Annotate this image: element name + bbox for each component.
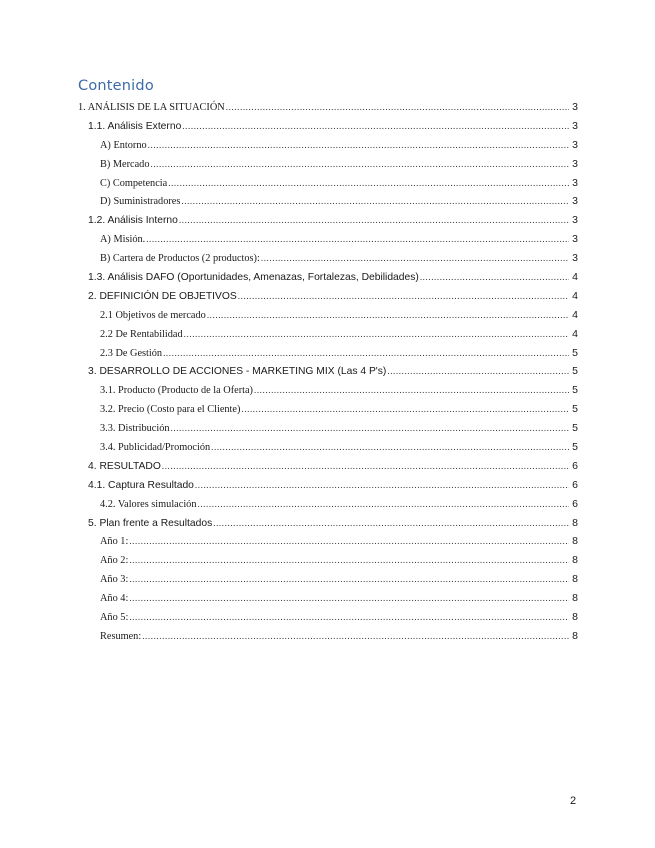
toc-entry-title: 2.1 Objetivos de mercado — [100, 309, 206, 321]
toc-entry-page-number: 3 — [572, 101, 578, 113]
toc-dot-leader — [182, 117, 569, 136]
toc-entry[interactable] — [78, 532, 578, 551]
toc-entry-page-number: 5 — [572, 346, 578, 359]
toc-entry[interactable] — [78, 362, 578, 381]
toc-entry-page-number: 5 — [572, 422, 578, 435]
toc-dot-leader — [129, 551, 569, 570]
toc-entry-title: 1.1. Análisis Externo — [88, 120, 182, 132]
toc-entry-title: 2.2 De Rentabilidad — [100, 328, 183, 340]
toc-dot-leader — [179, 211, 569, 230]
toc-entry-title: A) Misión. — [100, 234, 146, 246]
toc-entry-title: 3. DESARROLLO DE ACCIONES - MARKETING MIX (Las 4 P's) — [88, 366, 387, 378]
toc-entry-page-number: 3 — [572, 119, 578, 132]
toc-entry-page-number: 5 — [572, 384, 578, 397]
toc-entry[interactable] — [78, 211, 578, 230]
toc-entry-title: Año 5: — [100, 612, 129, 624]
toc-entry[interactable] — [78, 287, 578, 306]
toc-entry[interactable] — [78, 344, 578, 363]
toc-entry-page-number: 6 — [572, 478, 578, 491]
toc-entry-title: Resumen: — [100, 630, 142, 642]
toc-entry-page-number: 4 — [572, 327, 578, 340]
table-of-contents — [78, 98, 578, 646]
toc-entry-title: 1.3. Análisis DAFO (Oportunidades, Amenazas, Fortalezas, Debilidades) — [88, 272, 419, 284]
toc-dot-leader — [420, 268, 569, 287]
toc-entry[interactable] — [78, 136, 578, 155]
toc-entry[interactable] — [78, 117, 578, 136]
toc-entry-page-number: 3 — [572, 176, 578, 189]
toc-dot-leader — [150, 155, 569, 174]
toc-entry-page-number: 5 — [572, 403, 578, 416]
toc-dot-leader — [387, 362, 569, 381]
toc-entry[interactable] — [78, 514, 578, 533]
toc-entry[interactable] — [78, 268, 578, 287]
toc-entry-title: Año 1: — [100, 536, 129, 548]
toc-entry-title: Año 2: — [100, 555, 129, 567]
toc-entry-title: 2.3 De Gestión — [100, 347, 163, 359]
toc-entry-page-number: 8 — [572, 554, 578, 567]
toc-entry-page-number: 8 — [572, 573, 578, 586]
toc-entry-title: 1. ANÁLISIS DE LA SITUACIÓN — [78, 102, 225, 113]
toc-entry-page-number: 3 — [572, 157, 578, 170]
toc-entry[interactable] — [78, 589, 578, 608]
toc-entry[interactable] — [78, 400, 578, 419]
toc-dot-leader — [148, 136, 569, 155]
toc-dot-leader — [254, 381, 569, 400]
toc-dot-leader — [238, 287, 569, 306]
toc-entry-title: C) Competencia — [100, 177, 168, 189]
toc-entry-title: 3.4. Publicidad/Promoción — [100, 442, 211, 454]
toc-entry-title: 4.1. Captura Resultado — [88, 479, 194, 491]
toc-entry-page-number: 8 — [572, 516, 578, 529]
toc-entry-title: A) Entorno — [100, 139, 147, 151]
toc-entry[interactable] — [78, 608, 578, 627]
toc-dot-leader — [129, 570, 569, 589]
toc-dot-leader — [163, 344, 569, 363]
toc-dot-leader — [142, 627, 569, 646]
toc-entry-page-number: 3 — [572, 233, 578, 246]
toc-entry[interactable] — [78, 155, 578, 174]
toc-entry[interactable] — [78, 495, 578, 514]
toc-entry-page-number: 3 — [572, 252, 578, 265]
toc-entry-page-number: 3 — [572, 214, 578, 227]
toc-dot-leader — [168, 174, 569, 193]
toc-dot-leader — [213, 514, 569, 533]
toc-entry-page-number: 5 — [572, 365, 578, 378]
toc-entry[interactable] — [78, 306, 578, 325]
toc-entry[interactable] — [78, 570, 578, 589]
toc-heading: Contenido — [78, 78, 154, 94]
toc-entry[interactable] — [78, 457, 578, 476]
toc-dot-leader — [129, 589, 569, 608]
toc-entry-page-number: 8 — [572, 629, 578, 642]
toc-dot-leader — [226, 98, 569, 117]
toc-dot-leader — [195, 476, 569, 495]
toc-entry-title: 3.1. Producto (Producto de la Oferta) — [100, 385, 253, 397]
toc-entry-title: 1.2. Análisis Interno — [88, 215, 178, 227]
toc-entry-title: 3.3. Distribución — [100, 423, 170, 435]
toc-entry[interactable] — [78, 381, 578, 400]
toc-entry-title: 4.2. Valores simulación — [100, 498, 197, 510]
toc-dot-leader — [207, 306, 569, 325]
toc-dot-leader — [181, 192, 569, 211]
toc-dot-leader — [261, 249, 569, 268]
toc-entry-page-number: 4 — [572, 271, 578, 284]
toc-dot-leader — [241, 400, 569, 419]
toc-entry-title: B) Mercado — [100, 158, 150, 170]
toc-dot-leader — [146, 230, 569, 249]
page-number: 2 — [570, 795, 577, 807]
toc-entry-page-number: 3 — [572, 195, 578, 208]
toc-entry-page-number: 8 — [572, 592, 578, 605]
toc-dot-leader — [129, 532, 569, 551]
toc-entry[interactable] — [78, 551, 578, 570]
toc-dot-leader — [162, 457, 569, 476]
toc-entry-page-number: 5 — [572, 441, 578, 454]
toc-entry-title: 5. Plan frente a Resultados — [88, 517, 213, 529]
toc-entry-page-number: 8 — [572, 535, 578, 548]
toc-entry-title: D) Suministradores — [100, 196, 181, 208]
toc-entry-title: 4. RESULTADO — [88, 460, 161, 472]
toc-dot-leader — [197, 495, 569, 514]
toc-entry[interactable] — [78, 627, 578, 646]
toc-entry[interactable] — [78, 325, 578, 344]
toc-entry-title: Año 3: — [100, 574, 129, 586]
toc-dot-leader — [129, 608, 569, 627]
toc-entry[interactable] — [78, 192, 578, 211]
toc-entry-title: 3.2. Precio (Costo para el Cliente) — [100, 404, 241, 416]
toc-entry-page-number: 8 — [572, 611, 578, 624]
toc-entry[interactable] — [78, 419, 578, 438]
toc-entry[interactable] — [78, 249, 578, 268]
toc-entry[interactable] — [78, 98, 578, 117]
toc-entry-page-number: 4 — [572, 289, 578, 302]
toc-entry[interactable] — [78, 230, 578, 249]
toc-entry-title: B) Cartera de Productos (2 productos): — [100, 253, 260, 265]
toc-entry[interactable] — [78, 174, 578, 193]
toc-dot-leader — [211, 438, 569, 457]
toc-entry-title: 2. DEFINICIÓN DE OBJETIVOS — [88, 290, 237, 302]
toc-dot-leader — [184, 325, 569, 344]
toc-dot-leader — [171, 419, 570, 438]
toc-entry-page-number: 6 — [572, 459, 578, 472]
toc-entry-page-number: 4 — [572, 308, 578, 321]
toc-entry-title: Año 4: — [100, 593, 129, 605]
toc-entry[interactable] — [78, 476, 578, 495]
toc-entry-page-number: 6 — [572, 497, 578, 510]
toc-entry[interactable] — [78, 438, 578, 457]
toc-entry-page-number: 3 — [572, 138, 578, 151]
